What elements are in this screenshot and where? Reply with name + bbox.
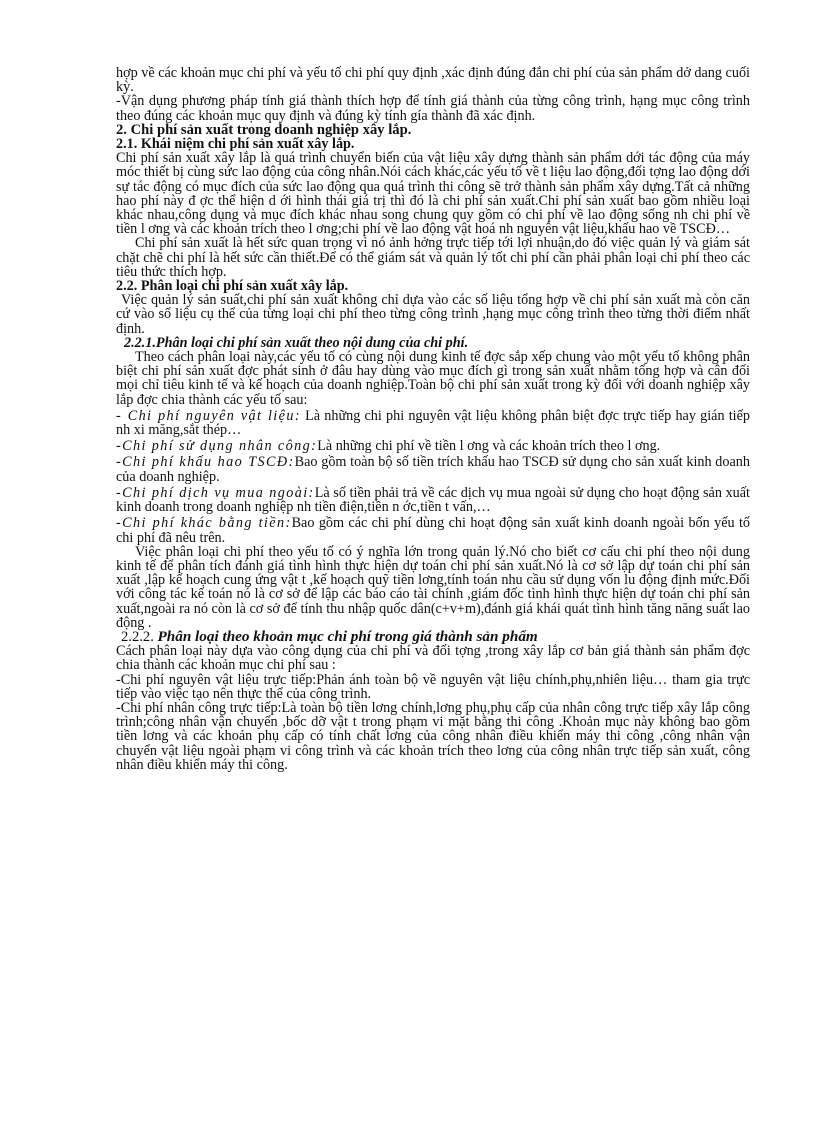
section-heading-2-2: 2.2. Phân loại chi phí sản xuất xây lắp. <box>116 278 349 295</box>
section-heading-2: 2. Chi phí sản xuất trong doanh nghiệp xây lắp. <box>116 121 412 138</box>
paragraph: -Chi phí nhân công trực tiếp:Là toàn bộ tiền lơng chính,lơng phụ,phụ cấp của nhân công trực tiếp xây lắp công trình;công nhân vận chuyển ,bốc dỡ vật t trong phạm vi mặt bằng thi công .Khoản mục này không bao gồm tiền lơng và các khoản phụ cấp có tính chất lơng của công nhân điều khiển máy thi công ,công nhân vận chuyển vật liệu ngoài phạm vi công trình và các khoản trích theo lơng của công nhân trực tiếp sản xuất, công nhân điều khiển máy thi công. <box>116 699 750 773</box>
paragraph: -Vận dụng phương pháp tính giá thành thích hợp để tính giá thành của từng công trình, hạng mục công trình theo đúng các khoản mục quy định và đúng kỳ tính gía thành đã xác định. <box>116 93 750 124</box>
item-text: Bao gồm toàn bộ số tiền trích khấu hao TSCĐ sử dụng cho sản xuất kinh doanh của doanh nghiệp. <box>116 454 750 485</box>
paragraph: hợp về các khoản mục chi phí và yếu tố chi phí quy định ,xác định đúng đắn chi phí của sản phẩm dở dang cuối kỳ. <box>116 65 750 96</box>
section-heading-2-2-2 <box>116 627 750 645</box>
paragraph: -Chi phí nguyên vật liệu trực tiếp:Phản ánh toàn bộ về nguyên vật liệu chính,phụ,nhiên liệu… tham gia trực tiếp vào việc tạo nên thực thể của công trình. <box>116 671 750 702</box>
item-text: Là những chi phi nguyên vật liệu không phân biệt đợc trực tiếp hay gián tiếp nh xi măng,sắt thép… <box>116 407 750 439</box>
item-text: Là số tiền phải trả về các dịch vụ mua ngoài sử dụng cho hoạt động sản xuất kinh doanh trong doanh nghiệp nh tiền điện,tiền n ớc,tiền t vấn,… <box>116 484 750 516</box>
paragraph: Chi phí sản xuất là hết sức quan trọng vì nó ảnh hởng trực tiếp tới lợi nhuận,do đó việc quản lý và giám sát chặt chẽ chi phí là hết sức cần thiết.Để có thể giám sát và quản lý tốt chi phí cần phải phân loại chi phí theo các tiêu thức thích hợp. <box>116 235 750 280</box>
list-item <box>116 516 750 544</box>
item-label: -Chi phí dịch vụ mua ngoài: <box>116 484 315 501</box>
item-label: -Chi phí khác bằng tiền: <box>116 515 292 532</box>
item-label: -Chi phí khấu hao TSCĐ: <box>116 454 295 471</box>
item-label: -Chi phí sử dụng nhân công: <box>116 438 318 455</box>
list-item <box>116 455 750 483</box>
list-item <box>116 486 750 514</box>
heading-number: 2.2.2. <box>121 628 154 645</box>
paragraph: Việc quản lý sản suất,chi phí sản xuất không chỉ dựa vào các số liệu tổng hợp về chi phí sản xuất mà còn căn cứ vào số liệu cụ thể của từng loại chi phí theo từng công trình ,hạng mục công trình theo từng thời điểm nhất định. <box>116 292 750 337</box>
paragraph: Việc phân loại chi phí theo yếu tố có ý nghĩa lớn trong quản lý.Nó cho biết cơ cấu chi phí theo nội dung kinh tế để phân tích đánh giá tình hình thực hiện dự toán chi phí sản xuất.Nó là cơ sở lập dự toán chi phí sản xuất ,lập kế hoạch cung ứng vật t ,kế hoạch quỹ tiền lơng,tính toán nhu cầu sử dụng vốn lu động định mức.Đối với công tác kế toán nó là cơ sở để lập các báo cáo tài chính ,giám đốc tình hình thực hiện dự toán chi phí sản xuất,ngoài ra nó còn là cơ sở để tính thu nhập quốc dân(c+v+m),đánh giá khái quát tình hình tăng năng suất lao động . <box>116 543 750 631</box>
paragraph: Theo cách phân loại này,các yếu tố có cùng nội dung kinh tế đợc sắp xếp chung vào một yếu tố không phân biệt chi phí sản xuất đợc phát sinh ở đâu hay dùng vào mục đích gì trong sản xuất nhằm tổng hợp và cân đối mọi chỉ tiêu kinh tế và kế hoạch của doanh nghiệp.Toàn bộ chi phí sản xuất trong kỳ đối với doanh nghiệp xây lắp đợc chia thành các yếu tố sau: <box>116 349 750 408</box>
item-text: Là những chi phí về tiền l ơng và các khoản trích theo l ơng. <box>317 438 661 455</box>
item-label: - Chi phí nguyên vật liệu: <box>116 407 301 424</box>
item-text: Bao gồm các chi phí dùng chi hoạt động sản xuất kinh doanh ngoài bốn yếu tố chi phí đã nêu trên. <box>116 515 750 546</box>
list-item <box>116 409 750 437</box>
section-heading-2-1: 2.1. Khái niệm chi phí sản xuất xây lắp. <box>116 136 355 153</box>
section-heading-2-2-1: 2.2.1.Phân loại chi phí sản xuất theo nội dung của chi phí. <box>124 334 469 351</box>
paragraph: Cách phân loại này dựa vào công dụng của chi phí và đối tợng ,trong xây lắp cơ bản giá thành sản phẩm đợc chia thành các khoản mục chi phí sau : <box>116 643 750 674</box>
heading-text: Phân loại theo khoản mục chi phí trong giá thành sản phẩm <box>157 627 538 645</box>
document-page <box>116 66 750 772</box>
paragraph: Chi phí sản xuất xây lắp là quá trình chuyển biến của vật liệu xây dựng thành sản phẩm dới tác động của máy móc thiết bị cùng sức lao động của công nhân.Nói cách khác,các yếu tố về t liệu lao động,đối tợng lao động dới sự tác động có mục đích của sức lao động qua quá trình thi công sẽ trở thành sản phẩm xây dựng.Tất cả những hao phí này đ ợc thể hiện d ới hình thái giá trị thì đó là chi phí sản xuất.Chi phí sản xuất bao gồm nhiều loại khác nhau,công dụng và mục đích khác nhau song chung quy gồm có chi phí về lao động sống nh chi phí về tiền l ơng và các khoản trích theo l ơng;chi phí về lao động vật hoá nh nguyên vật liệu,khấu hao về TSCĐ… <box>116 150 750 238</box>
list-item <box>116 439 750 453</box>
